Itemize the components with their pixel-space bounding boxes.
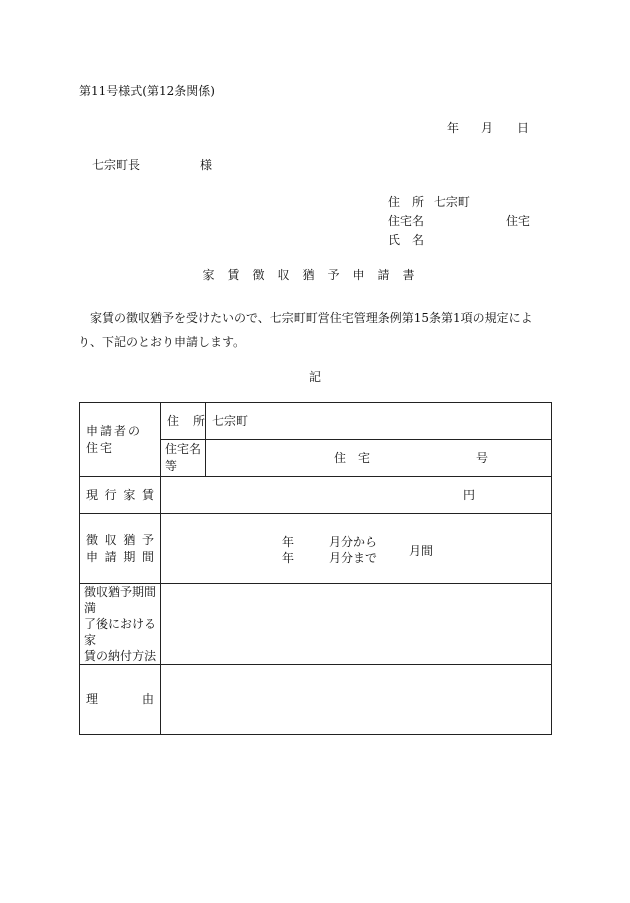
applicant-address-value: 七宗町 <box>433 195 470 209</box>
rent-label-4: 賃 <box>141 487 154 502</box>
date-day: 日 <box>517 121 530 135</box>
housing-name-label: 住宅名等 <box>161 440 206 477</box>
payment-method-label <box>80 584 161 665</box>
applicant-address-label: 住 所 <box>388 195 425 209</box>
address-value: 七宗町 <box>212 413 249 428</box>
period-label-l2-2: 請 <box>104 549 117 564</box>
rent-label <box>80 477 161 514</box>
period-year-to: 年 <box>282 551 295 565</box>
period-year-from: 年 <box>282 535 295 549</box>
number-word: 号 <box>476 451 489 465</box>
period-label-l2-1: 申 <box>86 549 99 564</box>
rent-label-3: 家 <box>123 487 136 502</box>
housing-word: 住 宅 <box>334 451 371 465</box>
payment-label-l3-4: 付 <box>120 649 133 663</box>
period-label-l1-2: 収 <box>104 532 117 547</box>
date-month: 月 <box>481 121 494 135</box>
period-label-l1-3: 猶 <box>123 532 136 547</box>
addressee-title: 七宗町長 <box>92 158 141 172</box>
payment-method-cell[interactable] <box>161 584 552 665</box>
residence-label: 申請者の住宅 <box>80 403 161 477</box>
payment-label-l3-3: 納 <box>108 649 121 663</box>
applicant-name <box>388 231 424 248</box>
period-label-l1-4: 予 <box>141 532 154 547</box>
rent-label-1: 現 <box>86 487 99 502</box>
period-label-l1-1: 徴 <box>86 532 99 547</box>
period-label-l2-3: 期 <box>123 549 136 564</box>
form-number: 第11号様式(第12条関係) <box>79 84 215 98</box>
period-months: 月間 <box>409 544 434 558</box>
period-label-l2-4: 間 <box>141 549 154 564</box>
address-sub-label <box>161 403 206 440</box>
applicant-housing <box>388 212 530 229</box>
payment-label-l3-6: 法 <box>144 649 157 663</box>
payment-label-l3-5: 方 <box>132 649 145 663</box>
applicant-address <box>388 193 470 210</box>
document-title: 家賃徴収猶予申請書 <box>202 268 428 282</box>
rent-label-2: 行 <box>104 487 117 502</box>
period-label <box>80 514 161 584</box>
ki-heading: 記 <box>308 370 321 384</box>
reason-label-2: 由 <box>141 692 154 706</box>
housing-name-cell[interactable] <box>206 440 552 477</box>
address-sub-label-2: 所 <box>192 413 205 428</box>
reason-label <box>80 665 161 735</box>
reason-label-1: 理 <box>86 692 99 706</box>
reason-cell[interactable] <box>161 665 552 735</box>
payment-label-l3-1: 賃 <box>84 649 97 663</box>
period-cell[interactable] <box>161 514 552 584</box>
address-sub-label-1: 住 <box>167 413 180 428</box>
rent-unit: 円 <box>463 488 476 502</box>
payment-label-line2: 了後における家 <box>84 617 157 647</box>
applicant-name-label: 氏 名 <box>388 233 425 247</box>
address-value-cell[interactable] <box>206 403 552 440</box>
addressee <box>92 156 212 173</box>
date-year: 年 <box>447 121 460 135</box>
applicant-housing-label: 住宅名 <box>388 214 425 228</box>
period-from: 月分から <box>329 535 378 549</box>
period-to: 月分まで <box>329 551 378 565</box>
payment-label-l3-2: の <box>96 649 109 663</box>
body-text: 家賃の徴収猶予を受けたいので、七宗町町営住宅管理条例第15条第1項の規定により、下記のとおり申請します。 <box>78 311 533 349</box>
detail-table <box>79 402 552 735</box>
date-line <box>447 119 529 136</box>
applicant-housing-suffix: 住宅 <box>505 214 530 228</box>
rent-value-cell[interactable] <box>161 477 552 514</box>
payment-label-line1: 徴収猶予期間満 <box>84 585 157 615</box>
addressee-honorific: 様 <box>200 158 213 172</box>
